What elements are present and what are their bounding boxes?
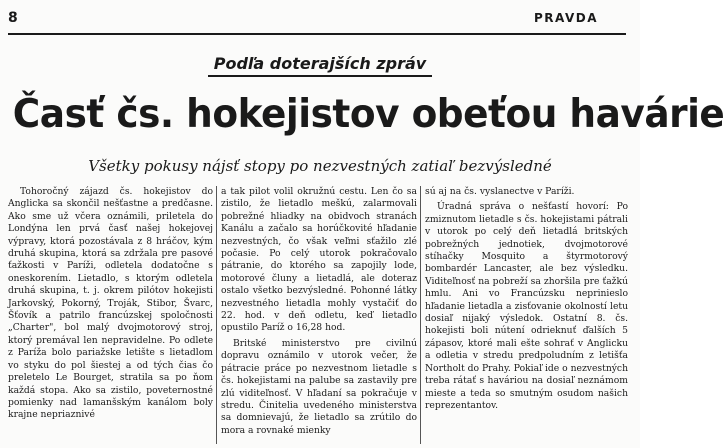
article-paragraph: Úradná správa o nešťastí hovorí: Po zmiznutom lietadle s čs. hokejistami pátrali v utorok po celý deň lietadlá britských pobrežných jednotiek, dvojmotorové stíhačky Mosquito a štyrmotorový bombardér Lancaster, ale bez výsledku. Viditeľnosť na pobreží sa zhoršila pre ťažkú hmlu. Ani vo Francúzsku neprinieslo hľadanie lietadla a zisťovanie okolností letu dosiaľ nijaký výsledok. Ostatní 8. čs. hokejisti boli nútení odrieknuť ďalších 5 zápasov, ktoré mali ešte sohrať v Anglicku a odletia v stredu predpoludním z letišťa Northolt do Prahy. Pokiaľ ide o nezvestných treba rátať s haváriou na dosiaľ neznámom mieste a teda so smutným osudom našich reprezentantov. <box>425 201 628 411</box>
page-number: 8 <box>8 10 18 26</box>
article-column-3 <box>425 186 628 444</box>
article-paragraph: a tak pilot volil okružnú cestu. Len čo sa zistilo, že lietadlo meškú, zalarmovali pobrežné hliadky na obidvoch stranách Kanálu a začalo sa horúčkovité hľadanie nezvestných, čo však veľmi sťažilo zlé počasie. Po celý utorok pokračovalo pátranie, do ktorého sa zapojily lode, motorové čluny a lietadlá, ale doteraz ostalo všetko bezvýsledné. Pohonné látky nezvestného lietadla mohly vystačiť do 22. hod. v deň odletu, keď lietadlo opustilo Paríž o 16,28 hod. <box>221 186 417 334</box>
article-body <box>8 186 628 444</box>
column-divider <box>420 186 421 444</box>
article-headline: Časť čs. hokejistov obeťou havárie <box>12 92 724 137</box>
article-paragraph: Tohoročný zájazd čs. hokejistov do Anglicka sa skončil nešťastne a predčasne. Ako sme už včera oznámili, priletela do Londýna len prvá časť našej hokejovej výpravy, ktorá pozostávala z 8 hráčov, kým druhá skupina, ktorá sa zdržala pre pasové ťažkosti v Paríži, odletela dodatočne s oneskorením. Lietadlo, s ktorým odletela druhá skupina, t. j. okrem pilótov hokejisti Jarkovský, Pokorný, Troják, Stibor, Švarc, Šťovík a patrilo francúzskej spoločnosti „Charter", bol malý dvojmotorový stroj, ktorý premával len nepravidelne. Po odlete z Paríža bolo pariažske letište s lietadlom vo styku do pol šiestej a od tých čias čo preletelo Le Bourget, stratila sa po ňom každá stopa. Ako sa zistilo, poveternostné pomienky nad lamanšským kanálom boly krajne nepriaznivé <box>8 186 213 421</box>
column-divider <box>216 186 217 444</box>
article-paragraph: Britské ministerstvo pre civilnú dopravu oznámilo v utorok večer, že pátracie práce po nezvestnom lietadle s čs. hokejistami na palube sa zastavily pre zlú viditeľnosť. V hľadaní sa pokračuje v stredu. Činitelia uvedeného ministerstva sa domnievajú, že lietadlo sa zrútilo do mora a rovnaké mienky <box>221 337 417 436</box>
page-header <box>8 10 628 28</box>
article-kicker: Podľa doterajších zpráv <box>208 54 432 77</box>
article-column-2 <box>221 186 417 444</box>
article-subheadline: Všetky pokusy nájsť stopy po nezvestných zatiaľ bezvýsledné <box>88 157 552 175</box>
header-divider <box>8 33 626 35</box>
article-paragraph: sú aj na čs. vyslanectve v Paríži. <box>425 186 575 197</box>
article-column-1 <box>8 186 213 444</box>
kicker-container <box>0 54 640 77</box>
newspaper-name: PRAVDA <box>533 11 598 25</box>
